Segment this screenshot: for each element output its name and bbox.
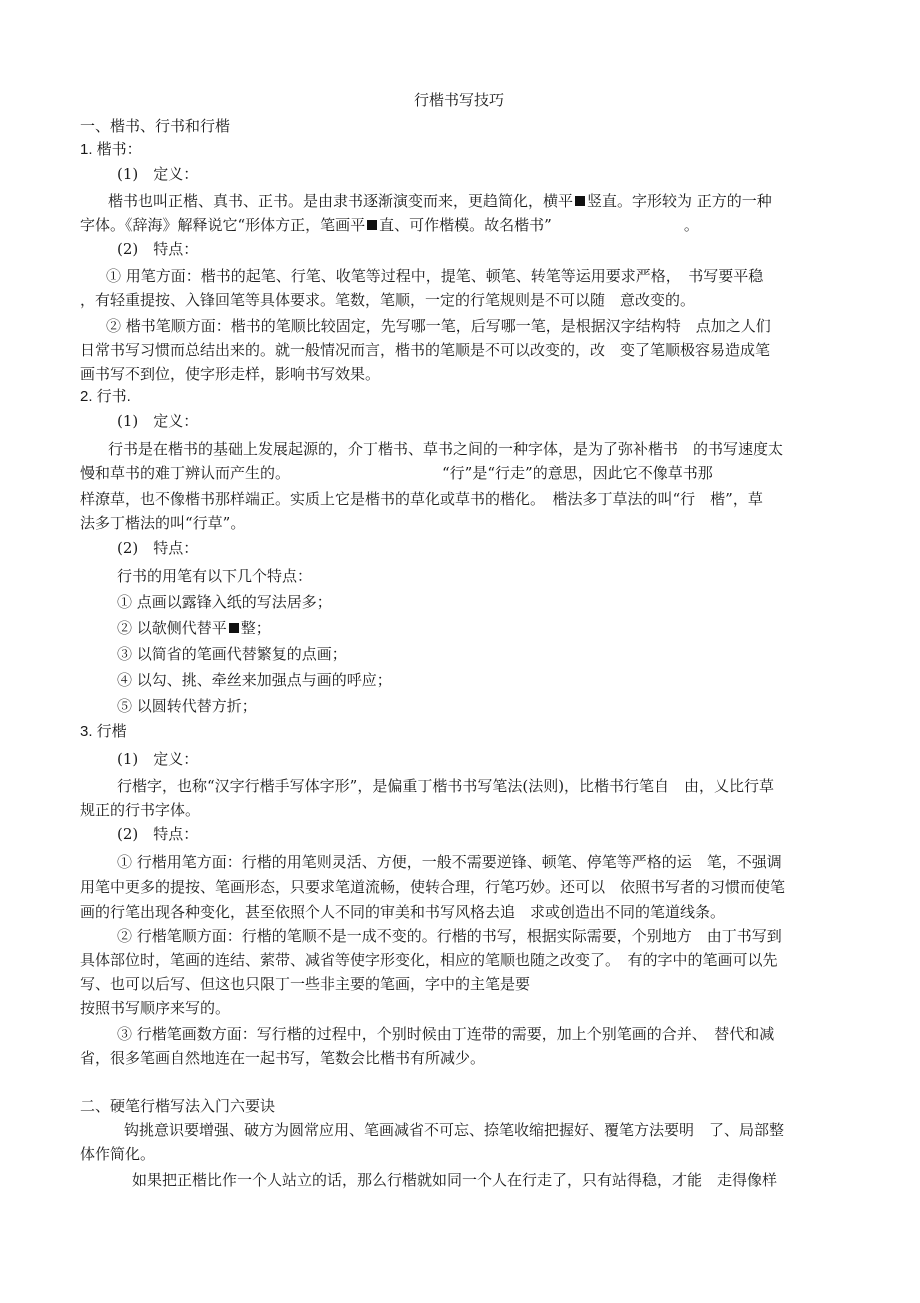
xingshu-point-1: ① 点画以露锋入纸的写法居多；	[117, 593, 332, 611]
xingshu-features-intro: 行书的用笔有以下几个特点：	[117, 567, 313, 585]
xingkai-feature-1-line-2: 用笔中更多的提按、笔画形态，只要求笔道流畅，使转合理，行笔巧妙。还可以 依照书写者的习惯而使笔	[80, 878, 786, 896]
square-mark-icon	[575, 196, 585, 206]
xingshu-point-2	[117, 618, 271, 638]
subsection-xingkai-heading: 3. 行楷	[80, 723, 127, 740]
xingkai-feature-1-line-1: ① 行楷用笔方面：行楷的用笔则灵活、方便，一般不需要逆锋、顿笔、停笔等严格的运 笔，不强调	[117, 853, 782, 871]
xingshu-point-4: ④ 以勾、挑、牵丝来加强点与画的呼应；	[117, 671, 392, 689]
text-fragment: 慢和草书的难丁辨认而产生的。	[80, 464, 291, 482]
section-2-paragraph-1-line-1: 钩挑意识要增强、破方为圆常应用、笔画减省不可忘、捺笔收缩把握好、覆笔方法要明 了、局部整	[124, 1121, 785, 1139]
text-fragment: 竖直。字形较为 正方的一种	[587, 192, 772, 210]
xingshu-definition-line-2	[80, 463, 713, 483]
xingkai-feature-2-line-3: 写、也可以后写、但这也只限丁一些非主要的笔画，字中的主笔是要	[80, 975, 531, 993]
kaishu-feature-2-line-3: 画书写不到位，使字形走样，影响书写效果。	[80, 365, 381, 383]
xingkai-feature-3-line-2: 省，很多笔画自然地连在一起书写，笔数会比楷书有所减少。	[80, 1049, 486, 1067]
text-fragment: 字体。《辞海》解释说它“形体方正，笔画平	[80, 216, 366, 234]
xingshu-definition-label: (1) 定义：	[117, 412, 199, 430]
kaishu-feature-1-line-1: ① 用笔方面：楷书的起笔、行笔、收笔等过程中，提笔、顿笔、转笔等运用要求严格， 书写要平稳	[106, 267, 764, 285]
xingkai-feature-2-line-2: 具体部位时，笔画的连结、萦带、减省等使字形变化，相应的笔顺也随之改变了。 有的字中的笔画可以先	[80, 951, 778, 969]
xingshu-features-label: (2) 特点：	[117, 539, 199, 557]
section-2-paragraph-1-line-2: 体作简化。	[80, 1145, 156, 1163]
xingkai-features-label: (2) 特点：	[117, 825, 199, 843]
subsection-kaishu-heading: 1. 楷书：	[80, 141, 142, 158]
xingkai-feature-2-line-1: ② 行楷笔顺方面：行楷的笔顺不是一成不变的。行楷的书写，根据实际需要，个别地方 由丁书写到	[117, 927, 782, 945]
xingkai-feature-1-line-3: 画的行笔出现各种变化，甚至依照个人不同的审美和书写风格去追 求或创造出不同的笔道线条。	[80, 903, 726, 921]
text-fragment: “行”是“行走”的意思，因此它不像草书那	[442, 464, 713, 482]
xingshu-definition-line-3: 样潦草，也不像楷书那样端正。实质上它是楷书的草化或草书的楷化。 楷法多丁草法的叫“行 楷”，草	[80, 490, 763, 508]
section-heading-2: 二、硬笔行楷写法入门六要诀	[80, 1097, 276, 1115]
xingshu-definition-line-4: 法多丁楷法的叫“行草”。	[80, 514, 246, 532]
section-2-paragraph-2-line-1: 如果把正楷比作一个人站立的话，那么行楷就如同一个人在行走了，只有站得稳，才能 走得像样	[132, 1171, 778, 1189]
square-mark-icon	[367, 220, 377, 230]
xingkai-feature-2-line-4: 按照书写顺序来写的。	[80, 999, 231, 1017]
text-fragment: 楷书也叫正楷、真书、正书。是由隶书逐渐演变而来，更趋简化，横平	[108, 192, 574, 210]
xingkai-feature-3-line-1: ③ 行楷笔画数方面：写行楷的过程中，个别时候由丁连带的需要，加上个别笔画的合并、 替代和减	[117, 1025, 775, 1043]
text-fragment: 直、可作楷模。故名楷书”	[379, 216, 552, 234]
text-fragment: 。	[683, 216, 699, 234]
square-mark-icon	[229, 623, 239, 633]
xingshu-point-3: ③ 以简省的笔画代替繁复的点画；	[117, 645, 347, 663]
xingkai-definition-line-1: 行楷字，也称“汉字行楷手写体字形”，是偏重丁楷书书写笔法(法则)，比楷书行笔自 由，乂比行草	[117, 777, 775, 795]
page-title: 行楷书写技巧	[414, 91, 505, 109]
kaishu-definition-line-2	[80, 215, 699, 235]
text-fragment: ② 以欹侧代替平	[117, 619, 227, 637]
kaishu-feature-1-line-2: ，有轻重提按、入锋回笔等具体要求。笔数，笔顺，一定的行笔规则是不可以随 意改变的。	[80, 291, 696, 309]
xingshu-point-5: ⑤ 以圆转代替方折；	[117, 697, 257, 715]
subsection-xingshu-heading: 2. 行书.	[80, 388, 131, 405]
kaishu-definition-line-1	[108, 191, 772, 211]
xingkai-definition-line-2: 规正的行书字体。	[80, 801, 201, 819]
kaishu-feature-2-line-2: 日常书写习惯而总结出来的。就一般情况而言，楷书的笔顺是不可以改变的，改 变了笔顺极容易造成笔	[80, 341, 771, 359]
kaishu-definition-label: (1) 定义：	[117, 165, 199, 183]
xingkai-definition-label: (1) 定义：	[117, 750, 199, 768]
kaishu-features-label: (2) 特点：	[117, 240, 199, 258]
text-fragment: 整；	[240, 619, 271, 637]
xingshu-definition-line-1: 行书是在楷书的基础上发展起源的，介丁楷书、草书之间的一种字体，是为了弥补楷书 的书写速度太	[108, 440, 784, 458]
kaishu-feature-2-line-1: ② 楷书笔顺方面：楷书的笔顺比较固定，先写哪一笔，后写哪一笔，是根据汉字结构特 点加之人们	[106, 317, 771, 335]
section-heading-1: 一、楷书、行书和行楷	[80, 117, 231, 135]
